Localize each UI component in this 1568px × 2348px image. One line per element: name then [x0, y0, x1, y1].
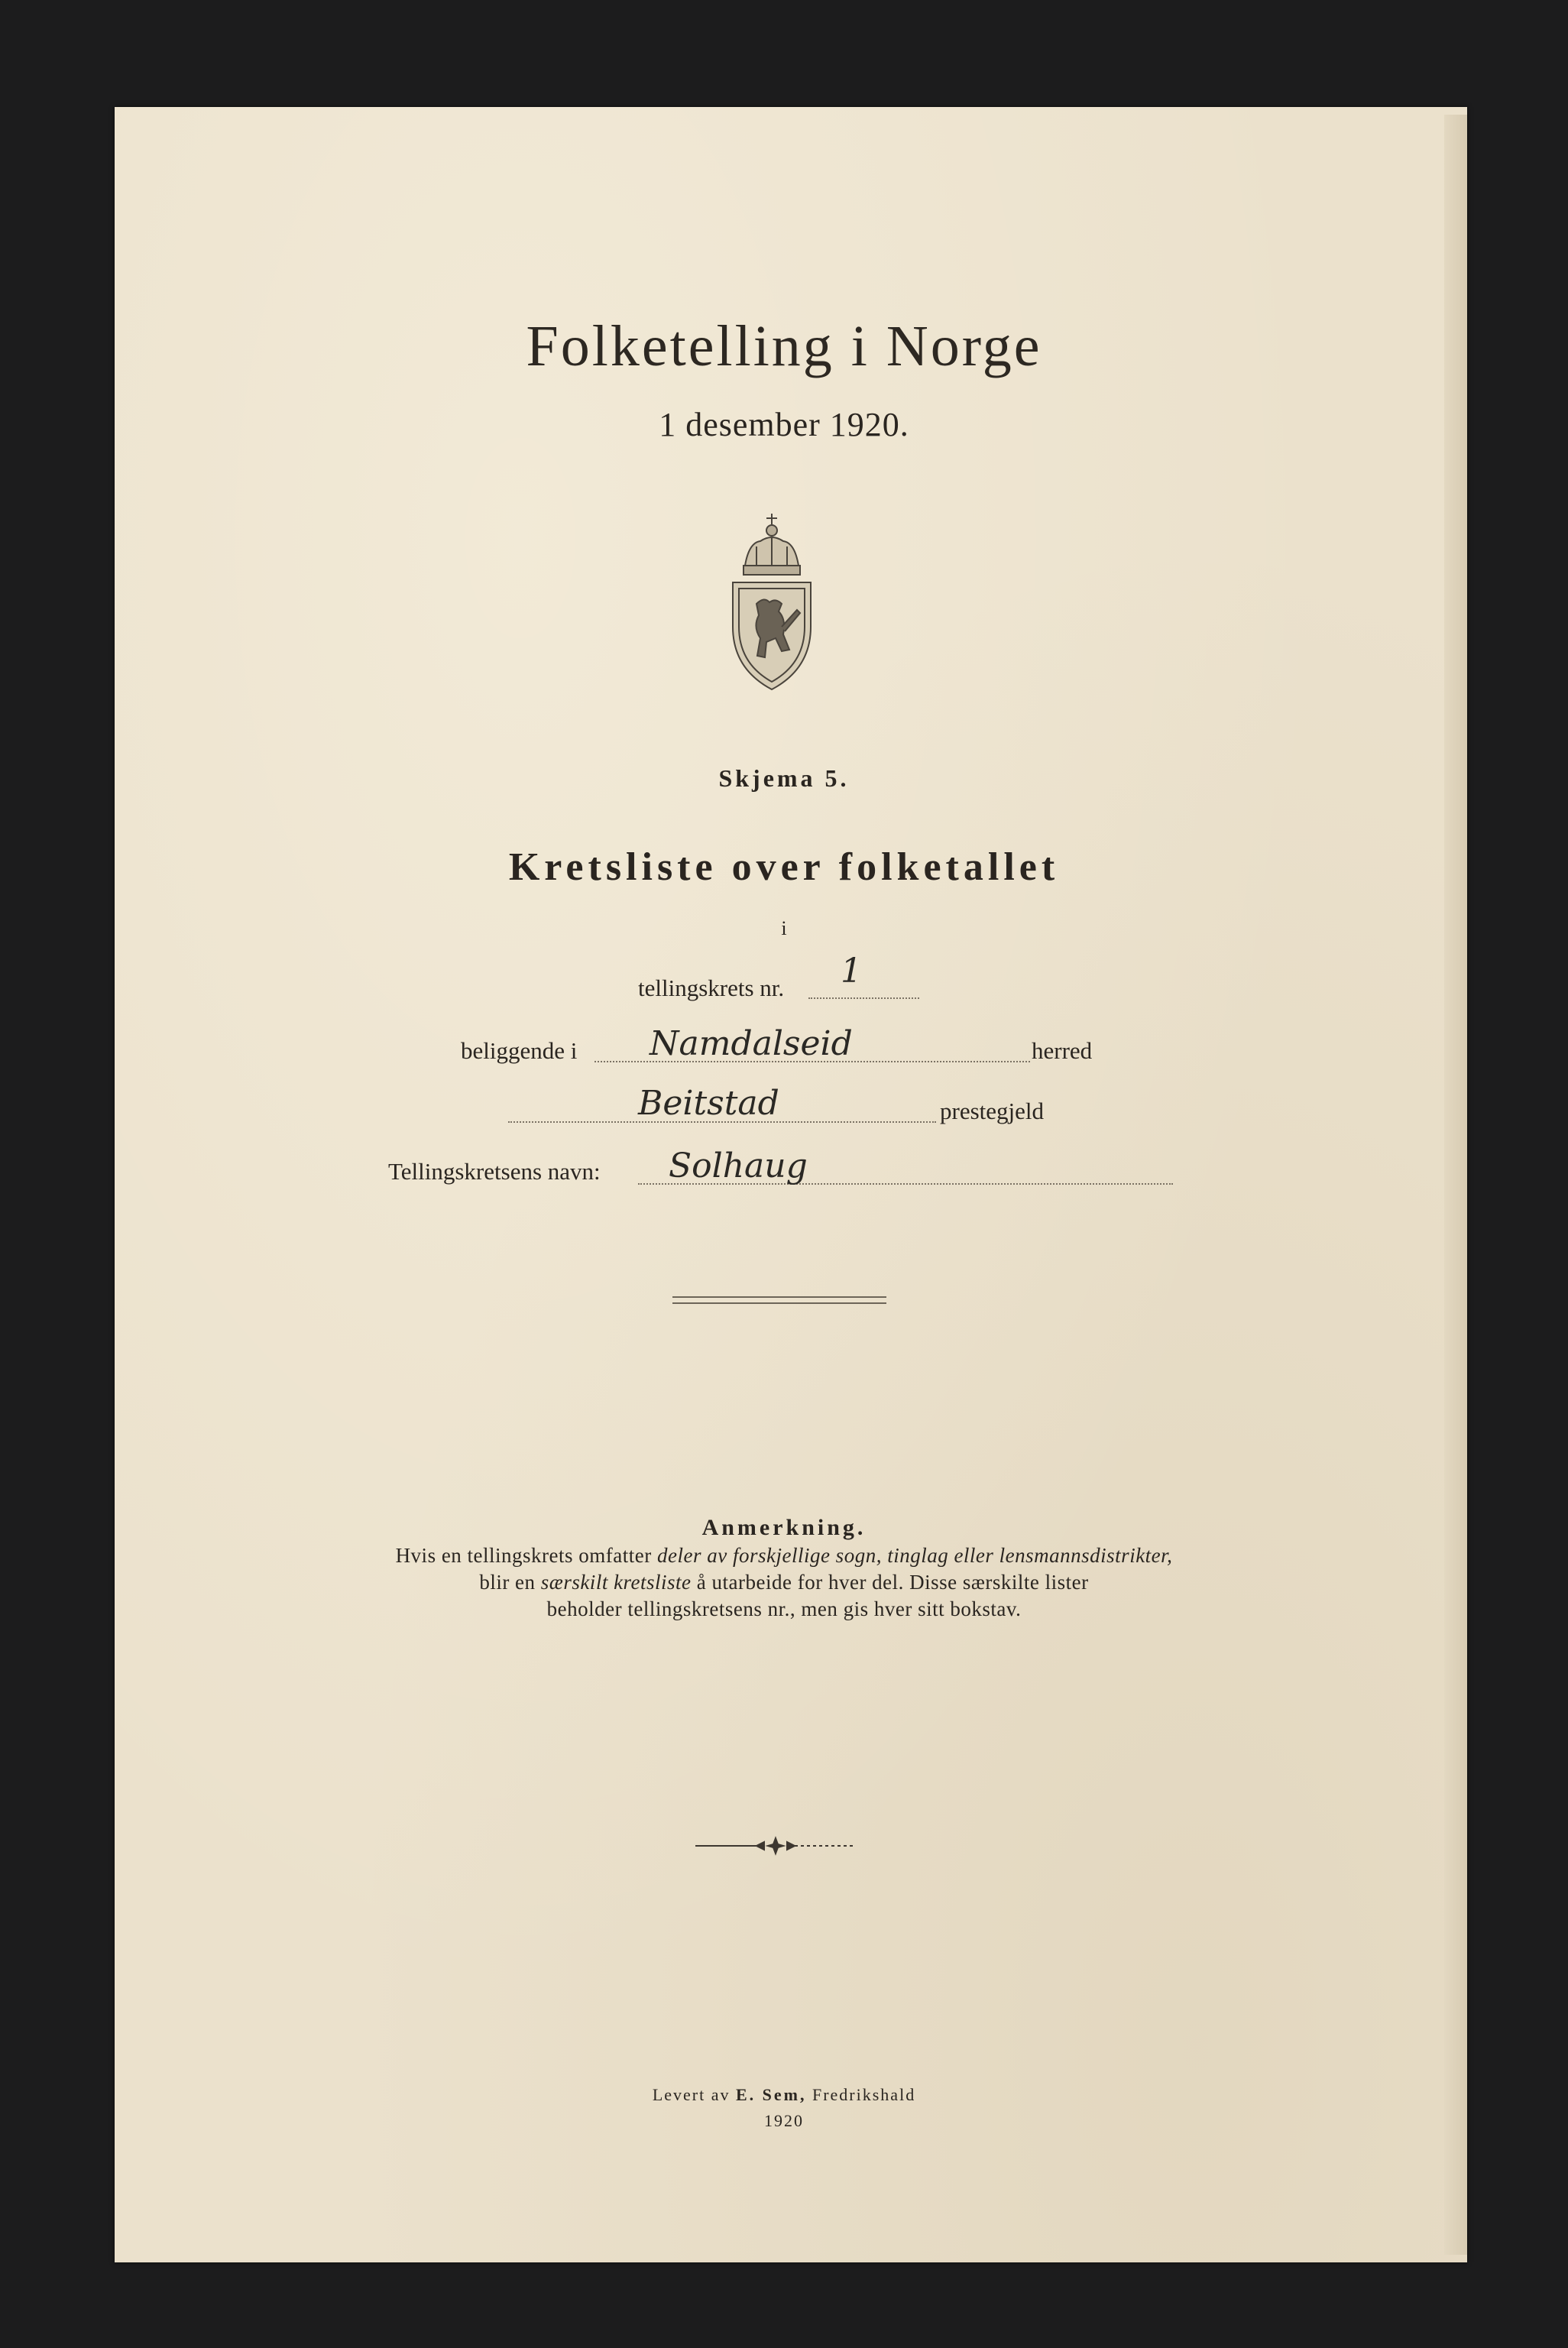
kretsnavn-value: Solhaug [669, 1146, 808, 1185]
anmerkning-line-1-text: Hvis en tellingskrets omfatter [395, 1544, 657, 1567]
tellingskrets-label: tellingskrets nr. [638, 975, 785, 1001]
beliggende-label: beliggende i [461, 1037, 578, 1064]
printer-prefix: Levert av [652, 2085, 736, 2104]
census-date: 1 desember 1920. [659, 406, 909, 443]
anmerkning-line-2-text-a: blir en [479, 1571, 541, 1594]
form-heading: Kretsliste over folketallet [508, 845, 1060, 889]
anmerkning-line-3: beholder tellingskretsens nr., men gis hver sitt bokstav. [546, 1597, 1022, 1620]
prestegjeld-value: Beitstad [638, 1084, 779, 1123]
herred-label: herred [1032, 1037, 1093, 1064]
printer-place: Fredrikshald [806, 2085, 916, 2104]
document-title: Folketelling i Norge [526, 314, 1042, 378]
tellingskrets-value: 1 [841, 952, 862, 991]
anmerkning-line-1 [0, 1544, 1568, 1568]
anmerkning-title: Anmerkning. [701, 1515, 867, 1540]
printer-name: E. Sem, [735, 2085, 807, 2104]
printer-year: 1920 [764, 2111, 804, 2130]
tellingskrets-line [808, 997, 919, 999]
ornament-divider-icon [692, 1834, 860, 1857]
schema-number: Skjema 5. [718, 764, 850, 792]
beliggende-value: Namdalseid [650, 1024, 853, 1063]
anmerkning-line-1-emphasis: deler av forskjellige sogn, tinglag eller lensmannsdistrikter, [657, 1544, 1173, 1567]
anmerkning-line-2-emphasis: særskilt kretsliste [540, 1571, 692, 1594]
connector-i: i [781, 917, 787, 939]
anmerkning-line-2 [0, 1571, 1568, 1594]
kretsnavn-label: Tellingskretsens navn: [388, 1158, 601, 1185]
prestegjeld-label: prestegjeld [940, 1098, 1045, 1124]
norwegian-coat-of-arms-icon [722, 512, 821, 696]
printer-line [0, 2085, 1568, 2105]
double-rule-divider [672, 1296, 886, 1304]
anmerkning-line-2-text-c: å utarbeide for hver del. Disse særskilte lister [691, 1571, 1089, 1594]
